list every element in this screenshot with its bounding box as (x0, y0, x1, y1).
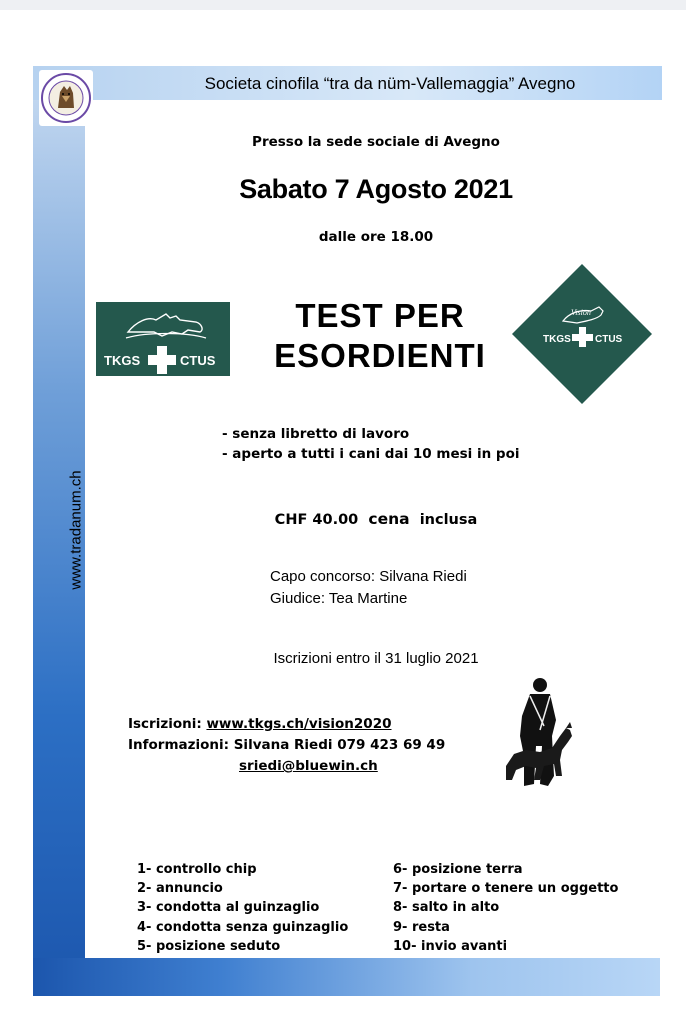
bottom-band (33, 958, 660, 996)
event-date: Sabato 7 Agosto 2021 (239, 174, 513, 204)
tkgs-right-text-a: TKGS (543, 334, 571, 345)
title-line-2: ESORDIENTI (274, 337, 486, 374)
tkgs-logo-right (511, 263, 653, 405)
title-line-1: TEST PER (295, 297, 465, 334)
event-time: dalle ore 18.00 (318, 229, 434, 245)
tkgs-left-text-b: CTUS (180, 353, 216, 368)
exercise-item: 1- controllo chip (137, 862, 257, 877)
exercises-right (393, 860, 663, 956)
conditions-list (222, 424, 602, 464)
event-title (250, 296, 510, 376)
exercise-item: 9- resta (393, 919, 450, 935)
exercise-item: 7- portare o tenere un oggetto (393, 881, 619, 897)
handler-dog-silhouette-icon (500, 676, 590, 791)
price-line (86, 510, 666, 528)
price-cena: cena (368, 510, 410, 528)
top-strip (0, 0, 686, 10)
price-amount: CHF 40.00 (274, 512, 359, 528)
email-line (128, 756, 488, 777)
exercise-item: 3- condotta al guinzaglio (137, 900, 320, 916)
iscrizioni-link[interactable]: www.tkgs.ch/vision2020 (206, 716, 392, 732)
club-logo (39, 70, 93, 126)
registration-deadline: Iscrizioni entro il 31 luglio 2021 (273, 650, 479, 667)
tkgs-left-text-a: TKGS (104, 353, 141, 368)
price-inclusa: inclusa (419, 512, 478, 528)
condition-item: - aperto a tutti i cani dai 10 mesi in poi (222, 446, 520, 462)
condition-item: - senza libretto di lavoro (222, 426, 410, 442)
info-line: Informazioni: Silvana Riedi 079 423 69 49 (128, 737, 446, 753)
email-link[interactable]: sriedi@bluewin.ch (239, 758, 378, 774)
exercise-item: 2- annuncio (137, 881, 223, 897)
tkgs-logo-left (96, 302, 230, 376)
giudice: Giudice: Tea Martine (270, 590, 408, 607)
club-name: Societa cinofila “tra da nüm-Vallemaggia” Avegno (204, 74, 576, 93)
iscrizioni-label: Iscrizioni: (128, 716, 207, 732)
iscrizioni-line (128, 714, 488, 735)
exercise-item: 5- posizione seduto (137, 938, 281, 954)
event-location: Presso la sede sociale di Avegno (252, 134, 500, 150)
exercise-item: 4- condotta senza guinzaglio (137, 919, 349, 935)
exercise-item: 10- invio avanti (393, 938, 508, 954)
tkgs-right-text-b: CTUS (595, 334, 623, 345)
staff-block (270, 566, 570, 610)
exercise-item: 6- posizione terra (393, 862, 523, 877)
capo-concorso: Capo concorso: Silvana Riedi (270, 568, 467, 585)
website-url[interactable]: www.tradanum.ch (67, 470, 85, 590)
contacts-block (128, 714, 488, 777)
vision-text: Vision (571, 308, 591, 317)
exercises-left (137, 860, 377, 956)
exercise-item: 8- salto in alto (393, 900, 500, 916)
